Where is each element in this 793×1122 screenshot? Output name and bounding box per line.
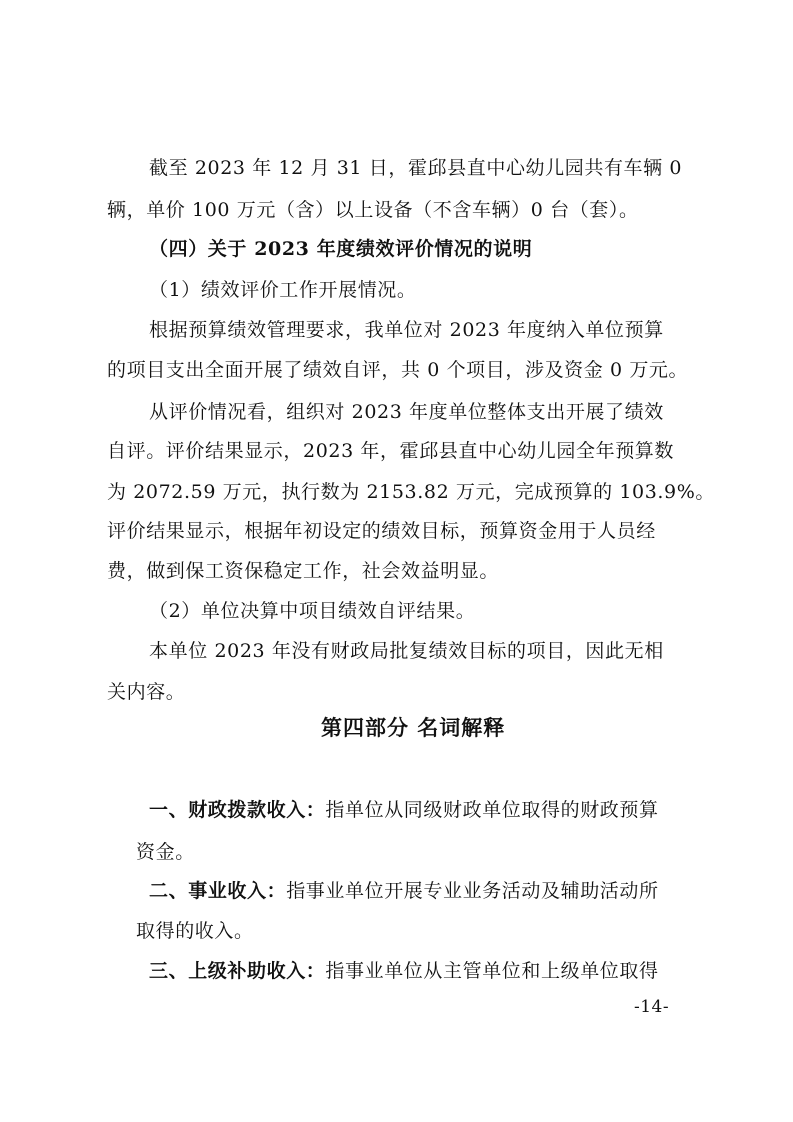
definition-line <box>149 958 659 984</box>
subsection-item: （2）单位决算中项目绩效自评结果。 <box>149 600 476 622</box>
paragraph-line: 的项目支出全面开展了绩效自评，共 0 个项目，涉及资金 0 万元。 <box>107 359 689 381</box>
paragraph-line: 为 2072.59 万元，执行数为 2153.82 万元，完成预算的 103.9%。 <box>107 481 715 503</box>
page-number: -14- <box>634 997 670 1017</box>
paragraph-line: 关内容。 <box>107 681 186 703</box>
definition-line <box>149 878 659 904</box>
definition-text: 指事业单位从主管单位和上级单位取得 <box>325 960 659 982</box>
subsection-item: （1）绩效评价工作开展情况。 <box>149 279 417 301</box>
definition-continuation: 资金。 <box>136 841 195 863</box>
paragraph-line: 截至 2023 年 12 月 31 日，霍邱县直中心幼儿园共有车辆 0 <box>149 157 683 179</box>
paragraph-line: 自评。评价结果显示，2023 年，霍邱县直中心幼儿园全年预算数 <box>107 440 674 462</box>
subsection-heading: （四）关于 2023 年度绩效评价情况的说明 <box>149 238 533 260</box>
paragraph-line: 从评价情况看，组织对 2023 年度单位整体支出开展了绩效 <box>149 401 664 423</box>
paragraph-line: 辆，单价 100 万元（含）以上设备（不含车辆）0 台（套）。 <box>107 199 639 221</box>
paragraph-line: 根据预算绩效管理要求，我单位对 2023 年度纳入单位预算 <box>149 319 664 341</box>
paragraph-line: 费，做到保工资保稳定工作，社会效益明显。 <box>107 560 500 582</box>
paragraph-line: 评价结果显示，根据年初设定的绩效目标，预算资金用于人员经 <box>107 520 656 542</box>
definition-term: 二、事业收入： <box>149 880 287 902</box>
definition-text: 指事业单位开展专业业务活动及辅助活动所 <box>286 880 659 902</box>
section-heading: 第四部分 名词解释 <box>321 716 506 740</box>
definition-continuation: 取得的收入。 <box>136 920 254 942</box>
definition-term: 三、上级补助收入： <box>149 960 326 982</box>
paragraph-line: 本单位 2023 年没有财政局批复绩效目标的项目，因此无相 <box>149 640 664 662</box>
definition-text: 指单位从同级财政单位取得的财政预算 <box>325 799 659 821</box>
definition-line <box>149 797 659 823</box>
definition-term: 一、财政拨款收入： <box>149 799 326 821</box>
